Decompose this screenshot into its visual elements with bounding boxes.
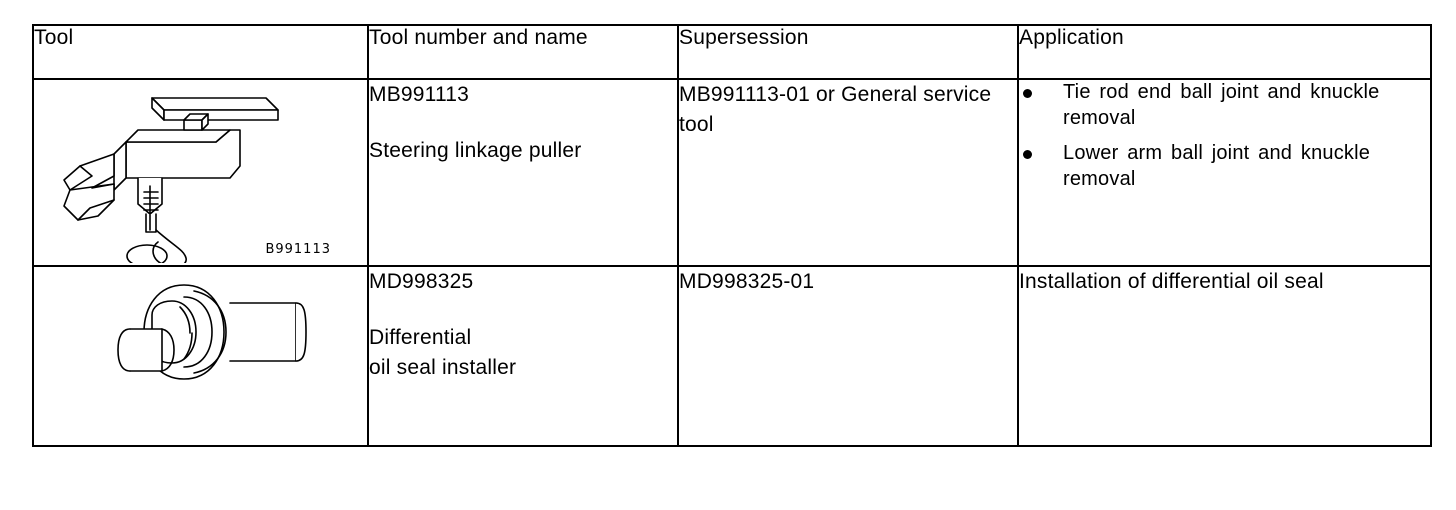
- application-list: [1019, 80, 1430, 192]
- tool-number: MD998325: [369, 270, 474, 293]
- special-tools-table: [32, 24, 1432, 447]
- tool-number-and-name-cell: [368, 79, 678, 266]
- column-header-tool-number-and-name: Tool number and name: [368, 25, 678, 79]
- application-cell: [1018, 79, 1431, 266]
- supersession-cell: MB991113-01 or General service tool: [678, 79, 1018, 266]
- application-cell: Installation of differential oil seal: [1018, 266, 1431, 446]
- differential-oil-seal-installer-icon: [34, 267, 364, 443]
- table-row: [33, 266, 1431, 446]
- tool-name-line-1: Differential: [369, 325, 472, 349]
- spacer: [369, 297, 677, 323]
- tool-number-and-name-cell: [368, 266, 678, 446]
- tool-name-line-2: oil seal installer: [369, 355, 517, 379]
- steering-linkage-puller-icon: [34, 80, 364, 263]
- tool-name: Steering linkage puller: [369, 138, 582, 162]
- list-item: Lower arm ball joint and knuckle removal: [1019, 141, 1430, 192]
- column-header-application: Application: [1018, 25, 1431, 79]
- tool-illustration-cell-installer: [33, 266, 368, 446]
- tool-number: MB991113: [369, 83, 470, 106]
- supersession-cell: MD998325-01: [678, 266, 1018, 446]
- list-item: Tie rod end ball joint and knuckle removal: [1019, 80, 1430, 131]
- tool-image-code: B991113: [265, 242, 331, 257]
- column-header-supersession: Supersession: [678, 25, 1018, 79]
- table-header-row: [33, 25, 1431, 79]
- column-header-tool: Tool: [33, 25, 368, 79]
- table-row: [33, 79, 1431, 266]
- tool-illustration-cell-puller: [33, 79, 368, 266]
- spacer: [369, 110, 677, 136]
